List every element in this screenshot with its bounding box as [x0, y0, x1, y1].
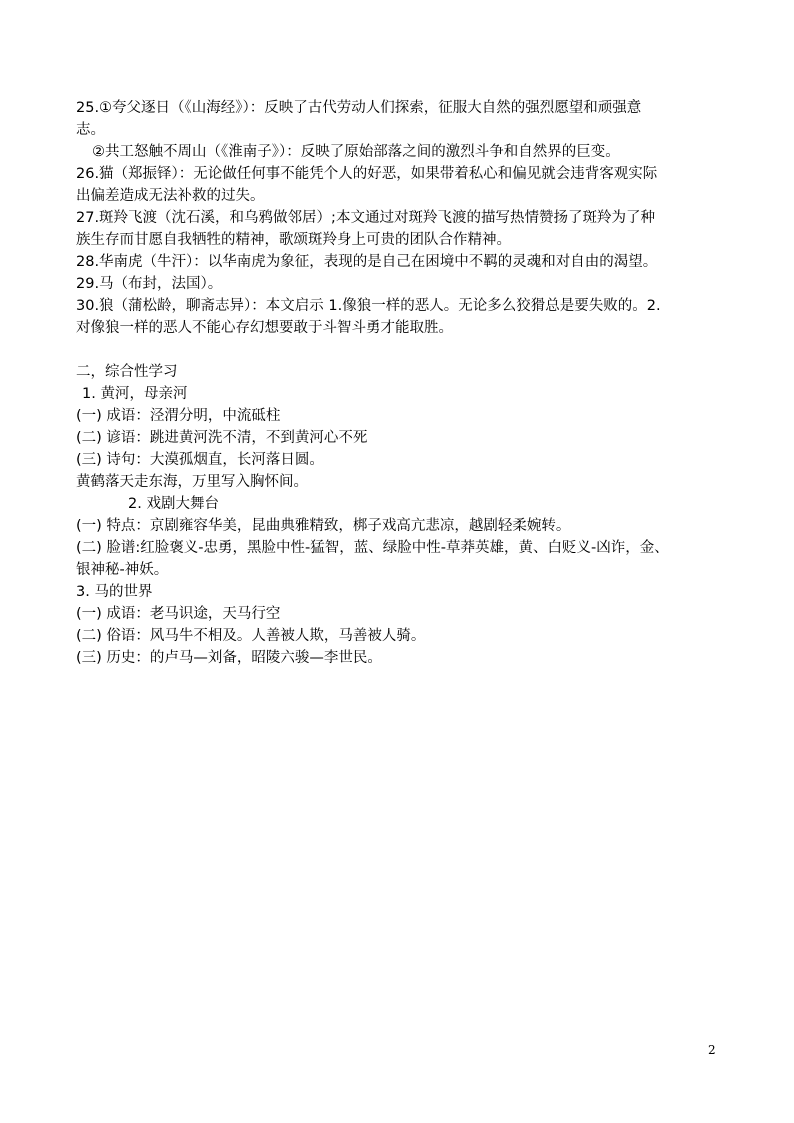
subsection-heading: 1. 黄河，母亲河: [82, 386, 188, 402]
text-line: 对像狼一样的恶人不能心存幻想要敢于斗智斗勇才能取胜。: [76, 320, 453, 336]
subsection-heading: 3. 马的世界: [76, 584, 153, 600]
text-line: 30.狼（蒲松龄，聊斋志异）：本文启示 1.像狼一样的恶人。无论多么狡猾总是要失败的。2.: [76, 298, 661, 314]
subsection-heading: 2. 戏剧大舞台: [128, 496, 219, 512]
text-line: 黄鹤落天走东海，万里写入胸怀间。: [76, 474, 308, 490]
text-line: (一) 特点：京剧雍容华美，昆曲典雅精致，梆子戏高亢悲凉，越剧轻柔婉转。: [76, 518, 571, 534]
page-body: [76, 97, 726, 669]
text-line: ②共工怒触不周山（《淮南子》）：反映了原始部落之间的激烈斗争和自然界的巨变。: [92, 144, 620, 160]
section-heading: 二，综合性学习: [76, 364, 178, 380]
text-line: 志。: [76, 122, 105, 138]
text-line: (一) 成语：泾渭分明，中流砥柱: [76, 408, 281, 424]
text-line: 27.斑羚飞渡（沈石溪，和乌鸦做邻居）;本文通过对斑羚飞渡的描写热情赞扬了斑羚为了种: [76, 210, 655, 226]
text-line: (二) 脸谱:红脸褒义-忠勇，黑脸中性-猛智，蓝、绿脸中性-草莽英雄，黄、白贬义-凶诈，金、: [76, 540, 669, 556]
text-line: 28.华南虎（牛汗）：以华南虎为象征，表现的是自己在困境中不羁的灵魂和对自由的渴望。: [76, 254, 658, 270]
text-line: (二) 俗语：风马牛不相及。人善被人欺，马善被人骑。: [76, 628, 426, 644]
text-line: 银神秘-神妖。: [76, 562, 169, 578]
page-number: 2: [708, 1043, 716, 1057]
text-line: (一) 成语：老马识途，天马行空: [76, 606, 281, 622]
text-line: 出偏差造成无法补救的过失。: [76, 188, 265, 204]
text-line: 29.马（布封，法国）。: [76, 276, 223, 292]
text-line: (二) 谚语：跳进黄河洗不清，不到黄河心不死: [76, 430, 368, 446]
text-line: 25.①夸父逐日（《山海经》）：反映了古代劳动人们探索，征服大自然的强烈愿望和顽强意: [76, 100, 642, 116]
blank-line: [76, 339, 726, 361]
text-line: 族生存而甘愿自我牺牲的精神，歌颂斑羚身上可贵的团队合作精神。: [76, 232, 511, 248]
text-line: 26.猫（郑振铎）：无论做任何事不能凭个人的好恶，如果带着私心和偏见就会违背客观实际: [76, 166, 658, 182]
text-line: (三) 历史：的卢马—刘备，昭陵六骏—李世民。: [76, 650, 382, 666]
text-line: (三) 诗句：大漠孤烟直，长河落日圆。: [76, 452, 324, 468]
